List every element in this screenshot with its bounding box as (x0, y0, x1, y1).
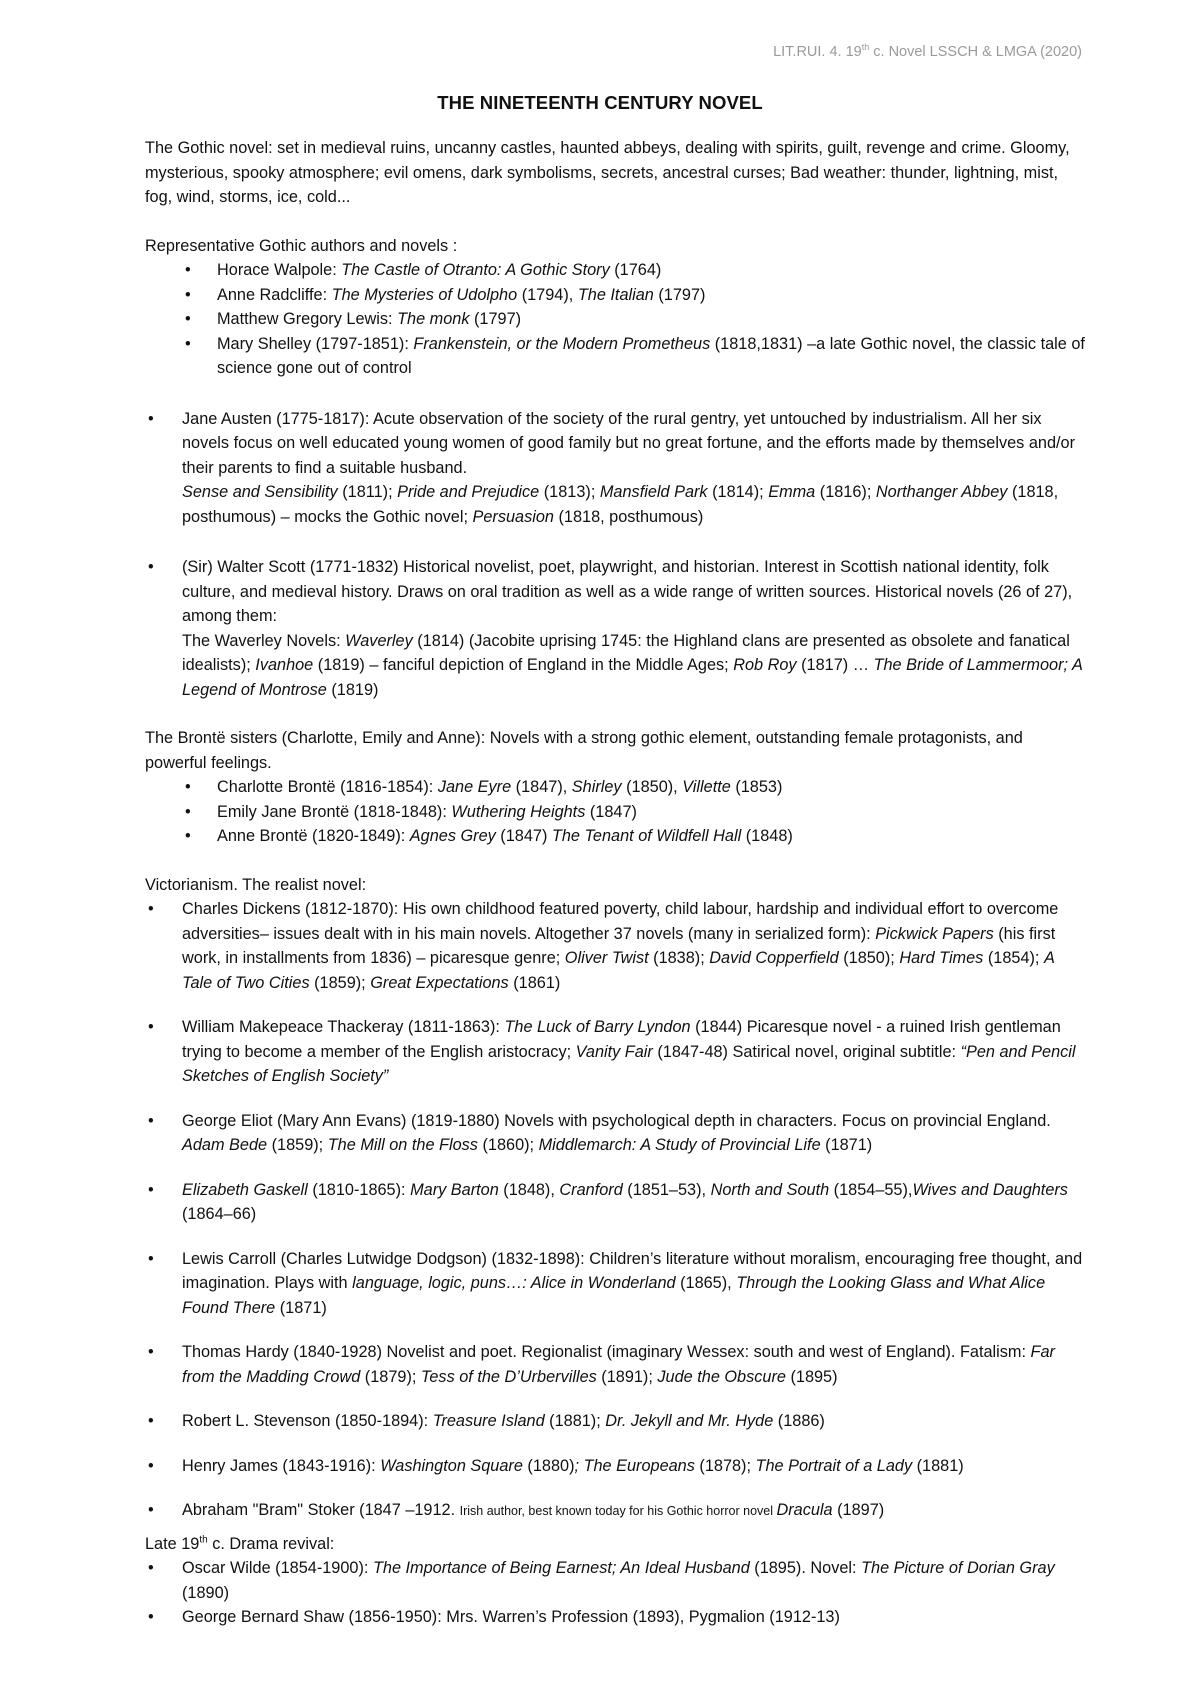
list-item-gaskell: • Elizabeth Gaskell (1810-1865): Mary Barton (1848), Cranford (1851–53), North and South (1854–55),Wives and Daughters (1864–66) (145, 1178, 1085, 1227)
bronte-intro: The Brontë sisters (Charlotte, Emily and Anne): Novels with a strong gothic element, outstanding female protagonists, and powerful feelings. (145, 729, 1023, 772)
list-item-scott: • (Sir) Walter Scott (1771-1832) Historical novelist, poet, playwright, and historian. Interest in Scottish national identity, folk culture, and medieval history. Draws on oral tradition as well as a wide range of written sources. Historical novels (26 of 27), among them: The Waverley Novels: Waverley (1814) (Jacobite uprising 1745: the Highland clans are presented as obsolete and fanatical idealists); Ivanhoe (1819) – fanciful depiction of England in the Middle Ages; Rob Roy (1817) … The Bride of Lammermoor; A Legend of Montrose (1819) (145, 555, 1085, 702)
list-item-walpole: • Horace Walpole: The Castle of Otranto: A Gothic Story (1764) (145, 258, 1085, 283)
gothic-list (145, 258, 1085, 381)
list-item-eliot: • George Eliot (Mary Ann Evans) (1819-1880) Novels with psychological depth in characters. Focus on provincial England. Adam Bede (1859); The Mill on the Floss (1860); Middlemarch: A Study of Provincial Life (1871) (145, 1109, 1085, 1158)
victorian-list (145, 897, 1085, 1524)
header-superscript: th (861, 42, 870, 53)
header-text-suffix: c. Novel LSSCH & LMGA (2020) (869, 44, 1082, 60)
list-item-wilde: • Oscar Wilde (1854-1900): The Importance of Being Earnest; An Ideal Husband (1895). Novel: The Picture of Dorian Gray (1890) (145, 1556, 1085, 1605)
page-header (773, 44, 1082, 60)
list-item-carroll: • Lewis Carroll (Charles Lutwidge Dodgson) (1832-1898): Children’s literature without moralism, encouraging free thought, and imagination. Plays with language, logic, puns…: Alice in Wonderland (1865), Through the Looking Glass and What Alice Found There (1871) (145, 1247, 1085, 1321)
list-item-austen: • Jane Austen (1775-1817): Acute observation of the society of the rural gentry, yet untouched by industrialism. All her six novels focus on well educated young women of good family but no great fortune, and the efforts made by themselves and/or their parents to find a suitable husband. Sense and Sensibility (1811); Pride and Prejudice (1813); Mansfield Park (1814); Emma (1816); Northanger Abbey (1818, posthumous) – mocks the Gothic novel; Persuasion (1818, posthumous) (145, 407, 1085, 530)
list-item-thackeray: • William Makepeace Thackeray (1811-1863): The Luck of Barry Lyndon (1844) Picaresque novel - a ruined Irish gentleman trying to become a member of the English aristocracy; Vanity Fair (1847-48) Satirical novel, original subtitle: “Pen and Pencil Sketches of English Society” (145, 1015, 1085, 1089)
page-title: THE NINETEENTH CENTURY NOVEL (437, 92, 763, 113)
drama-heading: Late 19th c. Drama revival: (145, 1534, 335, 1553)
list-item-james: • Henry James (1843-1916): Washington Square (1880); The Europeans (1878); The Portrait of a Lady (1881) (145, 1454, 1085, 1479)
bronte-list (145, 775, 1085, 849)
list-item-shaw: • George Bernard Shaw (1856-1950): Mrs. Warren’s Profession (1893), Pygmalion (1912-13) (145, 1605, 1085, 1630)
header-text: LIT.RUI. 4. 19 (773, 44, 862, 60)
list-item-shelley: • Mary Shelley (1797-1851): Frankenstein, or the Modern Prometheus (1818,1831) –a late Gothic novel, the classic tale of science gone out of control (145, 332, 1085, 381)
list-item-emily: • Emily Jane Brontë (1818-1848): Wuthering Heights (1847) (145, 800, 1085, 825)
list-item-stevenson: • Robert L. Stevenson (1850-1894): Treasure Island (1881); Dr. Jekyll and Mr. Hyde (1886) (145, 1409, 1085, 1434)
gothic-heading: Representative Gothic authors and novels : (145, 236, 458, 255)
list-item-dickens: • Charles Dickens (1812-1870): His own childhood featured poverty, child labour, hardship and individual effort to overcome adversities– issues dealt with in his main novels. Altogether 37 novels (many in serialized form): Pickwick Papers (his first work, in installments from 1836) – picaresque genre; Oliver Twist (1838); David Copperfield (1850); Hard Times (1854); A Tale of Two Cities (1859); Great Expectations (1861) (145, 897, 1085, 995)
list-item-stoker: • Abraham "Bram" Stoker (1847 –1912. Irish author, best known today for his Gothic horror novel Dracula (1897) (145, 1498, 1085, 1524)
list-item-radcliffe: • Anne Radcliffe: The Mysteries of Udolpho (1794), The Italian (1797) (145, 283, 1085, 308)
scott-list (145, 555, 1085, 702)
list-item-charlotte: • Charlotte Brontë (1816-1854): Jane Eyre (1847), Shirley (1850), Villette (1853) (145, 775, 1085, 800)
list-item-lewis: • Matthew Gregory Lewis: The monk (1797) (145, 307, 1085, 332)
austen-list (145, 407, 1085, 530)
victorian-heading: Victorianism. The realist novel: (145, 875, 367, 894)
document-body (145, 136, 1085, 1630)
drama-list (145, 1556, 1085, 1630)
gothic-intro: The Gothic novel: set in medieval ruins, uncanny castles, haunted abbeys, dealing with spirits, guilt, revenge and crime. Gloomy, mysterious, spooky atmosphere; evil omens, dark symbolisms, secrets, ancestral curses; Bad weather: thunder, lightning, mist, fog, wind, storms, ice, cold... (145, 139, 1070, 206)
list-item-anne: • Anne Brontë (1820-1849): Agnes Grey (1847) The Tenant of Wildfell Hall (1848) (145, 824, 1085, 849)
list-item-hardy: • Thomas Hardy (1840-1928) Novelist and poet. Regionalist (imaginary Wessex: south and west of England). Fatalism: Far from the Madding Crowd (1879); Tess of the D’Urbervilles (1891); Jude the Obscure (1895) (145, 1340, 1085, 1389)
